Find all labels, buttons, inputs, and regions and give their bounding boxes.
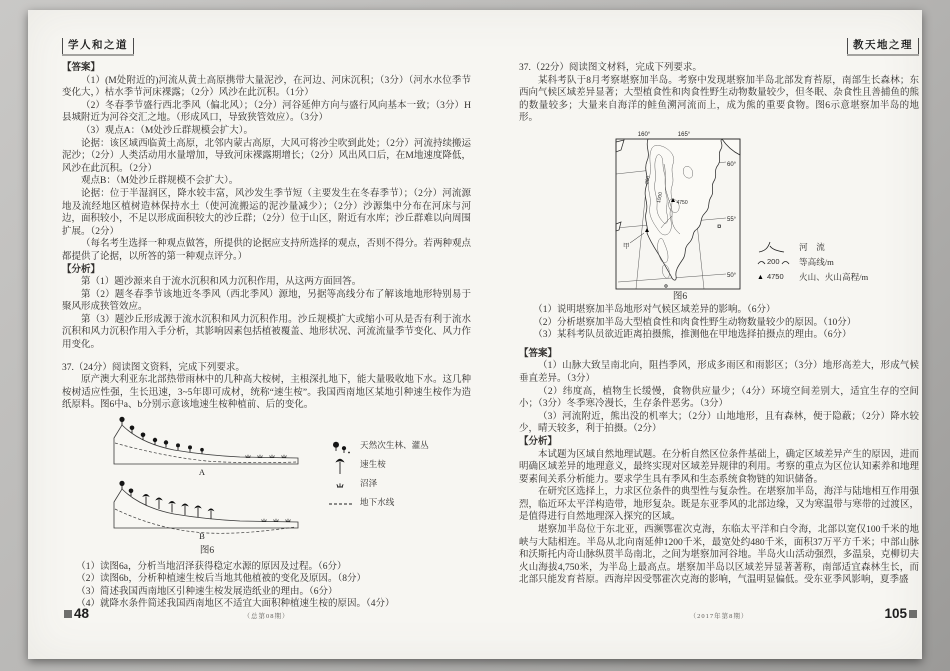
profile-b-label: B — [199, 531, 205, 542]
contour-curve-icon — [781, 258, 790, 267]
contour-label-1000: 1000 — [656, 191, 665, 204]
natural-forest-icon — [328, 436, 354, 456]
figure-6-legend — [328, 416, 429, 512]
analysis-paragraph: 第（3）题沙丘形成源于流水沉积和风力沉积作用。沙丘规模扩大或缩小可从是否有利于流水沉积和风力沉积作用入手分析，其影响因素包括植被覆盖、地形状况、河流流量季节变化、风力作用变化。 — [62, 314, 471, 351]
answer-paragraph: （3）河流附近，熊出没的机率大；（2分）山地地形，且有森林，便于隐蔽；（2分）降水较少，晴天较多，利于拍摄。（2分） — [519, 411, 919, 435]
volcano-triangle-icon: ▲ — [757, 272, 764, 281]
sub-question: （1）读图6a，分析当地沼泽获得稳定水源的原因及过程。（6分） — [76, 561, 347, 572]
magazine-spread — [28, 10, 922, 659]
contour-curve-icon — [757, 258, 766, 267]
analysis-paragraph: 在研究区选择上，力求区位条件的典型性与复杂性。在堪察加半岛，海洋与陆地相互作用强烈，临近环太平洋构造带，地形复杂。既是东亚季风的北部边缘，又为寒温带与寒带的过渡区，是值得进行自然地理深入探究的区域。 — [519, 487, 919, 523]
analysis-heading: 【分析】 — [62, 264, 101, 275]
legend-item-natural-forest — [328, 436, 429, 455]
contour-label-200: 200 — [644, 175, 652, 185]
kamchatka-map — [614, 128, 746, 294]
sub-question: （3）简述我国西南地区引种速生桉发展造纸业的理由。（6分） — [76, 586, 338, 597]
figure-6-right — [519, 128, 919, 304]
question-37-title: 37.（24分）阅读图文资料，完成下列要求。 — [62, 362, 245, 373]
profile-a-label: A — [198, 467, 206, 478]
right-issue-note: （2017年第8期） — [689, 613, 749, 620]
map-legend — [757, 240, 868, 285]
lon-label-160: 160° — [637, 131, 651, 138]
answer-paragraph: （3）观点A：（M处沙丘群规模会扩大）。 — [81, 125, 254, 136]
question-37-title: 37.（22分）阅读图文材料，完成下列要求。 — [519, 63, 702, 73]
answer-paragraph: 观点B：（M处沙丘群规模不会扩大）。 — [81, 176, 239, 187]
water-table-line-icon — [328, 498, 354, 508]
legend-item-swamp — [328, 474, 429, 493]
contour-sample-value: 200 — [767, 257, 780, 267]
legend-label: 速生桉 — [360, 459, 386, 470]
right-page — [519, 38, 919, 587]
legend-label: 天然次生林、灌丛 — [360, 440, 429, 451]
lat-label-60: 60° — [727, 161, 737, 168]
answer-paragraph: （2）纬度高，植物生长缓慢，食物供应量少；（4分）环境空间差别大，适宜生存的空间小；（3分）冬季寒冷漫长，生存条件恶劣。（3分） — [519, 386, 919, 410]
answer-paragraph: （1）山脉大致呈南北向，阻挡季风，形成多雨区和雨影区；（3分）地形高差大，形成气候垂直差异。（3分） — [519, 361, 919, 384]
river-icon — [757, 241, 787, 254]
legend-label: 等高线/m — [799, 257, 834, 268]
lat-label-50: 50° — [727, 272, 737, 279]
sub-question: （4）就降水条件简述我国西南地区不适宜大面积种植速生桉的原因。（4分） — [76, 599, 395, 610]
peninsula-outline — [645, 139, 722, 280]
answer-heading: 【答案】 — [519, 348, 558, 359]
legend-item-river — [757, 240, 868, 255]
question-37-intro: 原产澳大利亚东北部热带雨林中的几种高大桉树，主根深扎地下，能大量吸收地下水。这几种桉树适应性强，生长迅速，3~5年即可成材，统称“速生桉”。我国西南地区某地引种速生桉作为造纸原料。图6中a、b分别示意该地速生桉种植前、后的变化。 — [62, 375, 471, 411]
analysis-paragraph: 第（2）题冬春季节该地近冬季风（西北季风）源地，另据等高线分布了解该地地形特别易于聚风形成狭管效应。 — [62, 289, 471, 313]
answer-paragraph: （2）冬春季节盛行西北季风（偏北风）；（2分）河谷延伸方向与盛行风向基本一致；（3分）H县城附近为河谷交汇之地。（形成风口，导致狭管效应）。（3分） — [62, 100, 471, 124]
sub-question: （2）读图6b，分析种植速生桉后当地其他植被的变化及原因。（8分） — [76, 574, 367, 585]
volcano-elevation-label: 4750 — [676, 199, 688, 206]
answer-heading: 【答案】 — [62, 63, 101, 73]
page-number-square — [909, 610, 917, 618]
site-jia-label: 甲 — [623, 242, 630, 250]
legend-label: 河 流 — [799, 242, 825, 253]
profile-b — [114, 481, 298, 541]
legend-item-contour — [757, 255, 868, 270]
analysis-paragraph: 堪察加半岛位于东北亚，西濒鄂霍次克海，东临太平洋和白令海，北部以宽仅100千米的地峡与大陆相连。半岛从北向南延伸1200千米，最宽处约480千米，面积37万平方千米；中部山脉和沃斯托内奇山脉纵贯半岛南北，之间为堪察加河谷地。半岛火山活动强烈，多温泉，克柳切夫火山海拔4,750米，为半岛上最高点。堪察加半岛以区域差异显著著称，南部适宜森林生长，而北部只能发育苔原。西海岸因受鄂霍次克海的影响，气温明显偏低。受东亚季风影响，夏季盛 — [519, 525, 919, 586]
left-page — [62, 38, 471, 611]
answer-paragraph: （1）(M处附近的)河流从黄土高原携带大量泥沙，在河边、河床沉积；（3分）（河水水位季节变化大，）枯水季节河床裸露；（2分）风沙在此沉积。（1分） — [62, 75, 471, 99]
analysis-paragraph: 本试题为区域自然地理试题。在分析自然区位条件基础上，确定区域差异产生的原因，进而明确区域差异的地理意义，最终实现对区域差异规律的利用。考察的重点为区位认知素养和地理要素间关系分析能力。要求学生具有季风和生态系统食物链的知识储备。 — [519, 449, 919, 485]
left-issue-note: （总第08期） — [243, 613, 290, 620]
lat-label-55: 55° — [727, 216, 737, 223]
left-footer — [62, 606, 471, 626]
left-header-row — [62, 38, 471, 62]
figure-6-left — [102, 416, 471, 558]
right-page-number: 105 — [884, 606, 919, 621]
figure-6-caption: 图6 — [672, 291, 688, 302]
legend-item-water-table — [328, 493, 429, 512]
figure-6-caption: 图6 — [199, 546, 215, 557]
sub-question: （3）某科考队员欲近距离拍摄熊，推测他在甲地选择拍摄点的理由。（6分） — [533, 330, 852, 341]
sub-question: （1）说明堪察加半岛地形对气候区域差异的影响。（6分） — [533, 304, 776, 315]
volcano-sample-value: 4750 — [766, 272, 784, 282]
legend-label: 沼泽 — [360, 478, 378, 489]
analysis-heading: 【分析】 — [519, 436, 558, 447]
question-37-intro: 某科考队于8月考察堪察加半岛。考察中发现堪察加半岛北部发育苔原，南部生长森林；东西向气候区域差异显著；大型植食性和肉食性野生动物数量较少，但冬眠、杂食性且善捕鱼的熊的数量较多；大量来自海洋的鲑鱼溯河流而上，成为熊的重要食物。图6示意堪察加半岛的地形。 — [519, 75, 919, 124]
right-header-row — [519, 38, 919, 62]
legend-item-eucalyptus — [328, 455, 429, 474]
left-column-tag: 学人和之道 — [62, 38, 134, 54]
answer-note: （每名考生选择一种观点做答，所提供的论据应支持所选择的观点，否则不得分。若两种观点都提供了论据，以所答的第一种观点评分。） — [62, 239, 471, 262]
swamp-icon — [328, 477, 354, 491]
analysis-paragraph: 第（1）题沙源来自于流水沉积和风力沉积作用，从这两方面回答。 — [81, 277, 362, 288]
profile-a — [114, 417, 298, 477]
answer-paragraph: 论据：该区域西临黄土高原，北邻内蒙古高原，大风可将沙尘吹到此处；（2分）河流持续搬运泥沙；（2分）人类活动用水量增加，导致河床裸露期增长；（2分）风出风口后，在M地速度降低，风沙在此沉积。（2分） — [62, 138, 471, 174]
lon-label-165: 165° — [677, 131, 691, 138]
eucalyptus-icon — [328, 454, 354, 476]
right-footer — [519, 606, 919, 626]
legend-label: 地下水线 — [360, 497, 395, 508]
left-page-number: 48 — [62, 606, 89, 621]
answer-paragraph: 论据：位于半湿润区，降水较丰富，风沙发生季节短（主要发生在冬春季节）；（2分）河流源地及流经地区植树造林保持水土（使河流搬运的泥沙量减少）；（2分）沙源集中分布在河床与河边，面积较小，不足以形成面积较大的沙丘群；（2分）位于山区，附近有水库；沙丘群难以向周围扩展。（2分） — [62, 188, 471, 237]
legend-item-volcano — [757, 270, 868, 285]
slope-profiles-diagram — [102, 416, 312, 544]
right-column-tag: 教天地之理 — [847, 38, 919, 54]
legend-label: 火山、火山高程/m — [799, 272, 869, 283]
sub-question: （2）分析堪察加半岛大型植食性和肉食性野生动物数量较少的原因。（10分） — [533, 317, 857, 328]
